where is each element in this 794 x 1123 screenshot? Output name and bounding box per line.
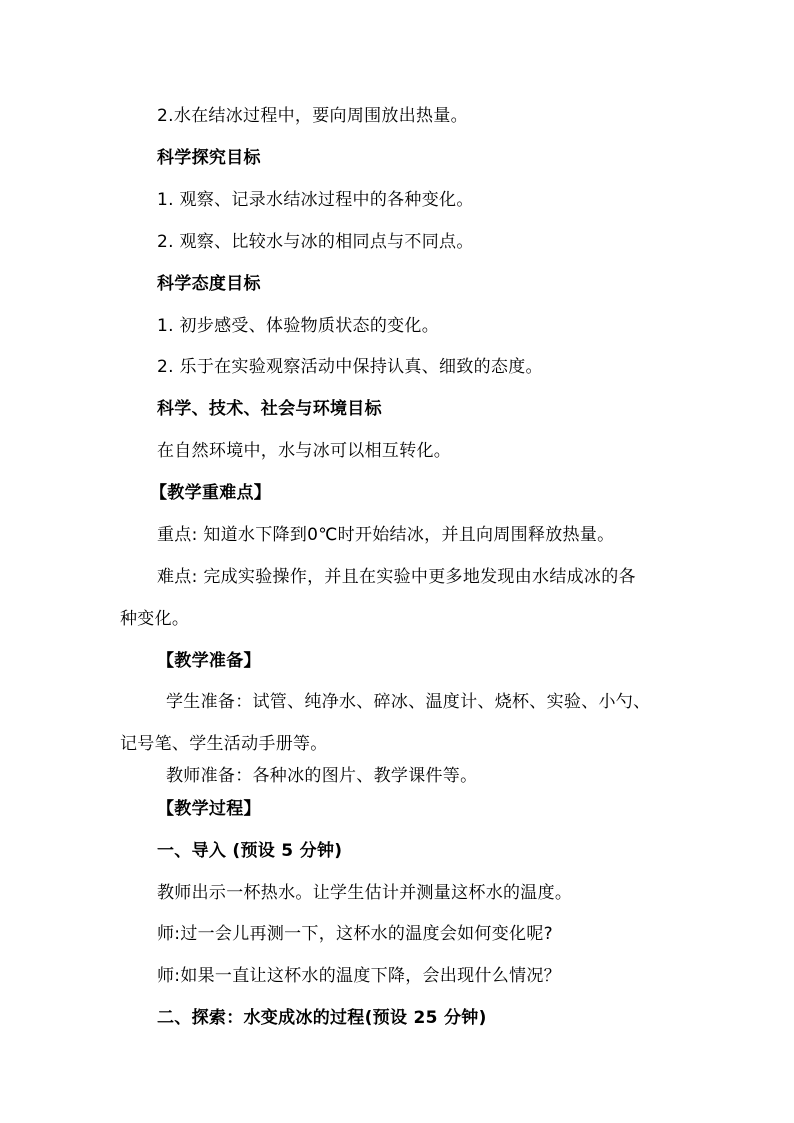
section-paragraph: 师:如果一直让这杯水的温度下降，会出现什么情况？ (157, 966, 561, 986)
inquiry-goal-heading: 科学探究目标 (157, 148, 261, 168)
difficult-point-text: 难点: 完成实验操作，并且在实验中更多地发现由水结成冰的各 (157, 567, 636, 587)
section-paragraph: 教师出示一杯热水。让学生估计并测量这杯水的温度。 (157, 883, 573, 903)
key-point-text: 重点: 知道水下降到0℃时开始结冰，并且向周围释放热量。 (157, 525, 615, 545)
difficult-point-text-cont: 种变化。 (120, 609, 190, 629)
sts-goal-heading: 科学、技术、社会与环境目标 (157, 399, 382, 419)
teacher-preparation-text: 教师准备：各种冰的图片、教学课件等。 (166, 766, 478, 786)
section-heading: 一、导入 (预设 5 分钟) (157, 841, 343, 861)
inquiry-goal-item: 2. 观察、比较水与冰的相同点与不同点。 (157, 232, 474, 252)
preparation-heading: 【教学准备】 (157, 651, 261, 671)
attitude-goal-item: 2. 乐于在实验观察活动中保持认真、细致的态度。 (157, 357, 543, 377)
key-points-heading: 【教学重难点】 (150, 483, 272, 503)
knowledge-goal-item: 2.水在结冰过程中，要向周围放出热量。 (157, 106, 468, 126)
process-heading: 【教学过程】 (157, 799, 261, 819)
inquiry-goal-item: 1. 观察、记录水结冰过程中的各种变化。 (157, 190, 474, 210)
section-heading: 二、探索：水变成冰的过程(预设 25 分钟) (157, 1008, 487, 1028)
section-paragraph: 师:过一会儿再测一下，这杯水的温度会如何变化呢? (157, 924, 553, 944)
sts-goal-text: 在自然环境中，水与冰可以相互转化。 (157, 441, 452, 461)
student-preparation-text-cont: 记号笔、学生活动手册等。 (120, 734, 328, 754)
attitude-goal-item: 1. 初步感受、体验物质状态的变化。 (157, 316, 440, 336)
attitude-goal-heading: 科学态度目标 (157, 274, 261, 294)
student-preparation-text: 学生准备：试管、纯净水、碎冰、温度计、烧杯、实验、小勺、 (166, 692, 651, 712)
